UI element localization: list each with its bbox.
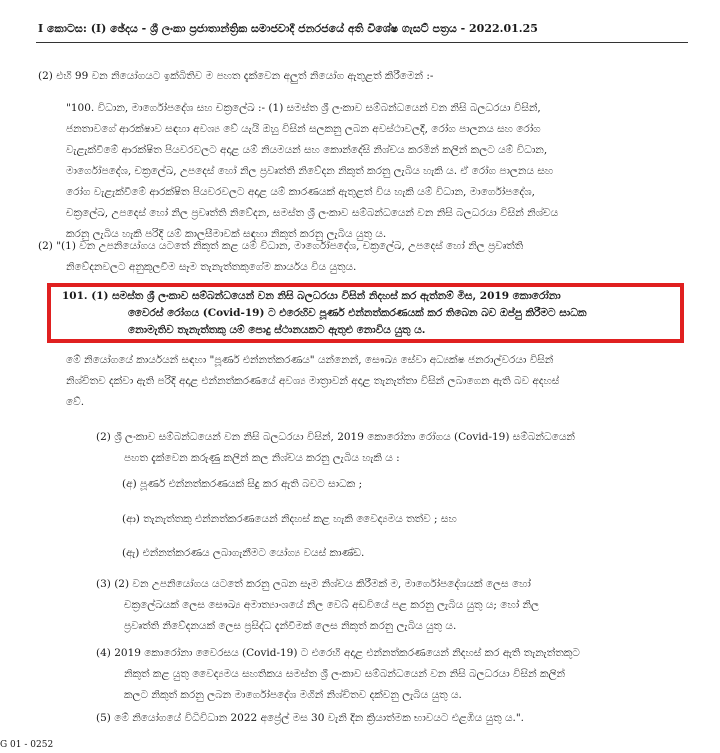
text-line: චක්‍රලේඛයක් ලෙස සෞඛ්‍ය අමාත්‍යාංශයේ නිල වෙබ් අඩවියේ පළ කරනු ලැබිය යුතු ය; හෝ නිල (124, 599, 540, 611)
amendment-intro (38, 66, 433, 87)
footer-code: G 01 - 0252 (0, 740, 54, 750)
text-line: (2) ශ්‍රී ලංකාව සම්බන්ධයෙන් වන නිසි බලධරයා විසින්, 2019 කොරෝනා රෝගය (Covid-19) සම්බන්ධයෙන් (96, 431, 575, 443)
text-line: ජනතාවගේ ආරක්ෂාව සඳහා අවශ්‍ය වේ යැයි ඔහු විසින් සලකනු ලබන අවස්ථාවලදී, රෝග පාලනය සහ රෝග (66, 123, 541, 135)
regulation-101-1 (62, 288, 587, 339)
text-line: (3) (2) වන උපනියෝගය යටතේ කරනු ලබන සෑම නිශ්චය කිරීමක් ම, මාර්ගෝපදේශයක් ලෙස හෝ (96, 578, 531, 590)
header-divider (36, 42, 688, 43)
text-line: කරනු ලැබිය හැකි පරිදි යම් කාලසීමාවක් සඳහා නිකුත් කරනු ලැබිය යුතු ය. (66, 228, 387, 240)
text-line: (2) "(1) වන උපනියෝගය යටතේ නිකුත් කළ යම් විධාන, මාර්ගෝපදේශ, චක්‍රලේඛ, උපදෙස් හෝ නිල ප්‍රවෘත්ති (38, 240, 524, 252)
text-line: ප්‍රවෘත්ති නිවේදනයක් ලෙස ප්‍රසිද්ධ දැන්වීමක් ලෙස නිකුත් කරනු ලැබිය යුතු ය. (124, 620, 457, 632)
regulation-101-5 (96, 708, 524, 729)
text-line: 101. (1) සමස්ත ශ්‍රී ලංකාව සම්බන්ධයෙන් වන නිසි බලධරයා විසින් නිදහස් කර ඇත්නම් මිස, 2019 කොරෝනා (62, 290, 561, 302)
clause-ae (122, 543, 364, 564)
text-line: චක්‍රලේඛ, උපදෙස් හෝ නිල ප්‍රවෘත්ති නිවේදන, සමස්ත ශ්‍රී ලංකාව සම්බන්ධයෙන් වන නිසි බලධරයා විසින් නිශ්චය (66, 207, 559, 219)
text-line: මේ නියෝගයේ කාර්යයන් සඳහා "පූර්ණ එන්නත්කරණය" යන්නෙන්, සෞඛ්‍ය සේවා අධ්‍යක්ෂ ජනරාල්වරයා විසින් (66, 354, 554, 366)
text-line: නිශ්චිතව දක්වා ඇති පරිදි අදාළ එන්නත්කරණයේ අවශ්‍ය මාත්‍රාවන් අදාළ තැනැත්තා විසින් ලබාගෙන ඇති බව අදහස් (66, 375, 560, 387)
text-line: නිකුත් කළ යුතු වෛද්‍යමය සහතිකය සමස්ත ශ්‍රී ලංකාව සම්බන්ධයෙන් වන නිසි බලධරයා විසින් කලින් (124, 668, 566, 680)
text-line: රෝග වැළැක්වීමේ ආරක්ෂිත පියවරවලට අදාළ යම් කාරණයක් ඇතුළත් විය හැකි යම් විධාන, මාර්ගෝපදේශ, (66, 186, 535, 198)
regulation-101-3 (96, 574, 539, 637)
text-line: වෛරස් රෝගය (Covid-19) ට එරෙහිව පූර්ණ එන්නත්කරණයක් කර තිබෙන බව ඔප්පු කිරීමට සාධක (128, 307, 587, 319)
text-line: කලට නිකුත් කරනු ලබන මාර්ගෝපදේශ මගින් නිශ්චිතව දක්වනු ලැබිය යුතු ය. (124, 689, 462, 701)
text-line: නොමැතිව තැනැත්තකු යම් පොදු ස්ථානයකට ඇතුළු නොවිය යුතු ය. (128, 324, 426, 336)
text-line: "100. විධාන, මාර්ගෝපදේශ සහ චක්‍රලේඛ :- (1) සමස්ත ශ්‍රී ලංකාව සම්බන්ධයෙන් වන නිසි බලධරයා විසින්, (66, 102, 541, 114)
page-header: I කොටස: (I) ඡේදය - ශ්‍රී ලංකා ප්‍රජාතාන්ත්‍රික සමාජවාදී ජනරජයේ අති විශේෂ ගැසට් පත්‍රය - 2022.01.25 (38, 22, 538, 35)
text-line: (4) 2019 කොරෝනා වෛරසය (Covid-19) ට එරෙහි අදාළ එන්නත්කරණයෙන් නිදහස් කර ඇති තැනැත්තකුට (96, 647, 580, 659)
text-line: (අ) පූර්ණ එන්නත්කරණයක් සිදු කර ඇති බවට සාධක ; (122, 478, 363, 490)
text-line: මාර්ගෝපදේශ, චක්‍රලේඛ, උපදෙස් හෝ නිල ප්‍රවෘත්ති නිවේදන නිකුත් කරනු ලැබිය හැකි ය. ඒ රෝග පාලනය සහ (66, 165, 554, 177)
text-line: (2) එහි 99 වන නියෝගයට ඉක්බිතිව ම පහත දැක්වෙන අලුත් නියෝග ඇතුළත් කිරීමෙන් :- (38, 70, 434, 82)
text-line: නිවේදනවලට අනුකූලවීම සෑම තැනැත්තකුගේම කාර්යය විය යුතුය. (66, 261, 357, 273)
text-line: (5) මේ නියෝගයේ විධිවිධාන 2022 අප්‍රේල් මස 30 වැනි දින ක්‍රියාත්මක භාවයට එළඹිය යුතු ය.". (96, 712, 525, 724)
clause-aa (122, 509, 457, 530)
text-line: (ඇ) එන්නත්කරණය ලබාගැනීමට යෝග්‍ය වයස් කාණ්ඩ. (122, 547, 365, 559)
regulation-101-2 (96, 427, 575, 469)
clause-a (122, 474, 362, 495)
full-vaccination-definition (66, 350, 559, 413)
text-line: වැළැක්වීමේ ආරක්ෂිත පියවරවලට අදාළ යම් නියමයන් සහ කොන්දේසි නිශ්චය කරමින් කලින් කලට යම් විධාන, (66, 144, 548, 156)
text-line: (ආ) තැනැත්තකු එන්නත්කරණයෙන් නිදහස් කළ හැකි වෛද්‍යමය තත්ව ; සහ (122, 513, 457, 525)
regulation-100 (66, 98, 558, 245)
regulation-100-2 (38, 236, 523, 278)
text-line: පහත දැක්වෙන කරුණු කලින් කල නිශ්චය කරනු ලැබිය හැකි ය : (124, 452, 400, 464)
regulation-101-4 (96, 643, 580, 706)
text-line: වේ. (66, 396, 85, 408)
